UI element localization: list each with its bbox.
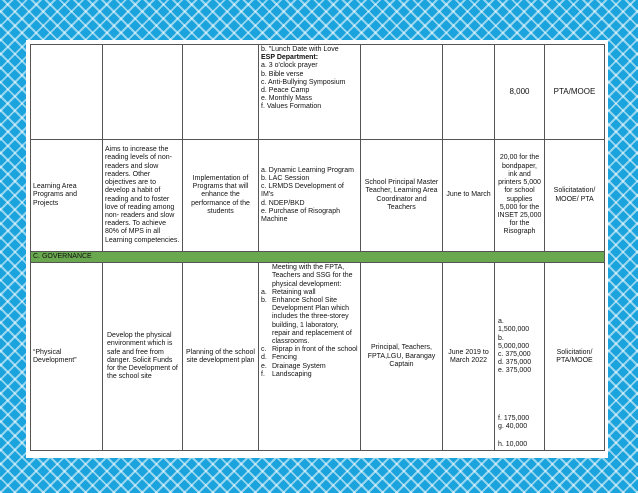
list-text: Fencing [272, 354, 297, 362]
list-item: b. Bible verse [261, 70, 304, 78]
list-marker: f. [261, 370, 265, 378]
area-cell: “Physical Development” [31, 263, 103, 451]
resource-item: e. 375,000 [498, 367, 532, 375]
resource-item: 5,000,000 [498, 342, 530, 350]
resource-item: g. 40,000 [498, 422, 528, 430]
resource-item: d. 375,000 [498, 359, 532, 367]
list-text: Landscaping [272, 370, 312, 378]
activities-cell [259, 263, 361, 451]
activities-list [261, 289, 358, 379]
resource-item: f. 175,000 [498, 414, 530, 422]
list-heading: ESP Department: [261, 54, 319, 62]
list-marker: c. [261, 346, 267, 354]
persons-cell: School Principal Master Teacher, Learning Area Coordinator and Teachers [361, 140, 443, 252]
spacer [498, 376, 542, 389]
list-item: d. NDEP/BKD [261, 199, 305, 207]
time-cell: June 2019 to March 2022 [443, 263, 495, 451]
spacer [498, 431, 542, 441]
strategy-cell: Planning of the school site development plan [183, 263, 259, 451]
resource-item: c. 375,000 [498, 350, 531, 358]
table-row [31, 263, 605, 451]
area-cell: Learning Area Programs and Projects [31, 140, 103, 252]
resource-item: a. [498, 318, 504, 326]
persons-cell: Principal, Teachers, FPTA,LGU, Barangay Captain [361, 263, 443, 451]
list-item: d. Peace Camp [261, 87, 310, 95]
table-cell [443, 45, 495, 140]
strategy-cell: Implementation of Programs that will enhance the performance of the students [183, 140, 259, 252]
resources-cell: 20,00 for the bondpaper, ink and printers 5,000 for school supplies 5,000 for the INSET 25,000 for the Risograph [495, 140, 545, 252]
activities-intro: Meeting with the FPTA, Teachers and SSG for the physical development: [272, 264, 353, 288]
list-item: c. LRMDS Development of IM's [261, 183, 344, 199]
list-text: Retaining wall [272, 288, 316, 296]
list-text: Riprap in front of the school [272, 346, 358, 354]
list-marker: b. [261, 297, 267, 305]
list-item [261, 346, 358, 354]
table-row [31, 140, 605, 252]
resource-item: h. 10,000 [498, 441, 528, 448]
table-row [31, 45, 605, 140]
source-cell: Solicitatation/ MOOE/ PTA [545, 140, 605, 252]
list-text: Drainage System [272, 362, 326, 370]
list-item: a. 3 o'clock prayer [261, 62, 318, 70]
list-item: e. Monthly Mass [261, 95, 312, 103]
activities-cell [259, 140, 361, 252]
resources-cell [495, 263, 545, 451]
list-item [261, 289, 358, 297]
list-item: a. Dynamic Learning Program [261, 166, 354, 174]
resources-cell: 8,000 [495, 45, 545, 140]
objectives-cell: Aims to increase the reading levels of non-readers and slow readers. Other objectives are to develop a habit of reading and to foster love of reading among non- readers and slow readers. To achieve 80% of MPS in all Learning competencies. [103, 140, 183, 252]
list-item [261, 371, 358, 379]
source-cell: PTA/MOOE [545, 45, 605, 140]
spacer [498, 402, 542, 415]
resource-item: 1,500,000 [498, 326, 530, 334]
section-title: C. GOVERNANCE [31, 252, 605, 263]
list-item: b. LAC Session [261, 174, 310, 182]
list-text: Enhance School Site Development Plan which includes the three-storey building, 1 laboratory, repair and replacement of classrooms. [272, 297, 352, 346]
list-item [261, 354, 358, 362]
action-plan-table [30, 44, 605, 451]
section-row [31, 252, 605, 263]
table-cell [361, 45, 443, 140]
table-cell [31, 45, 103, 140]
table-cell [183, 45, 259, 140]
list-item [261, 297, 358, 346]
list-item [261, 363, 358, 371]
list-item: c. Anti-Bullying Symposium [261, 78, 346, 86]
spacer [498, 389, 542, 402]
list-item: e. Purchase of Risograph Machine [261, 207, 340, 223]
table-cell [103, 45, 183, 140]
time-cell: June to March [443, 140, 495, 252]
activities-cell [259, 45, 361, 140]
list-item: b. "Lunch Date with Love [261, 46, 339, 53]
objectives-cell: Develop the physical environment which is safe and free from danger. Solicit Funds for the Development of the school site [103, 263, 183, 451]
list-marker: e. [261, 362, 267, 370]
resource-item: b. [498, 334, 504, 342]
list-marker: a. [261, 288, 267, 296]
list-item: f. Values Formation [261, 103, 322, 111]
list-marker: d. [261, 354, 267, 362]
source-cell: Solicitation/ PTA/MOOE [545, 263, 605, 451]
